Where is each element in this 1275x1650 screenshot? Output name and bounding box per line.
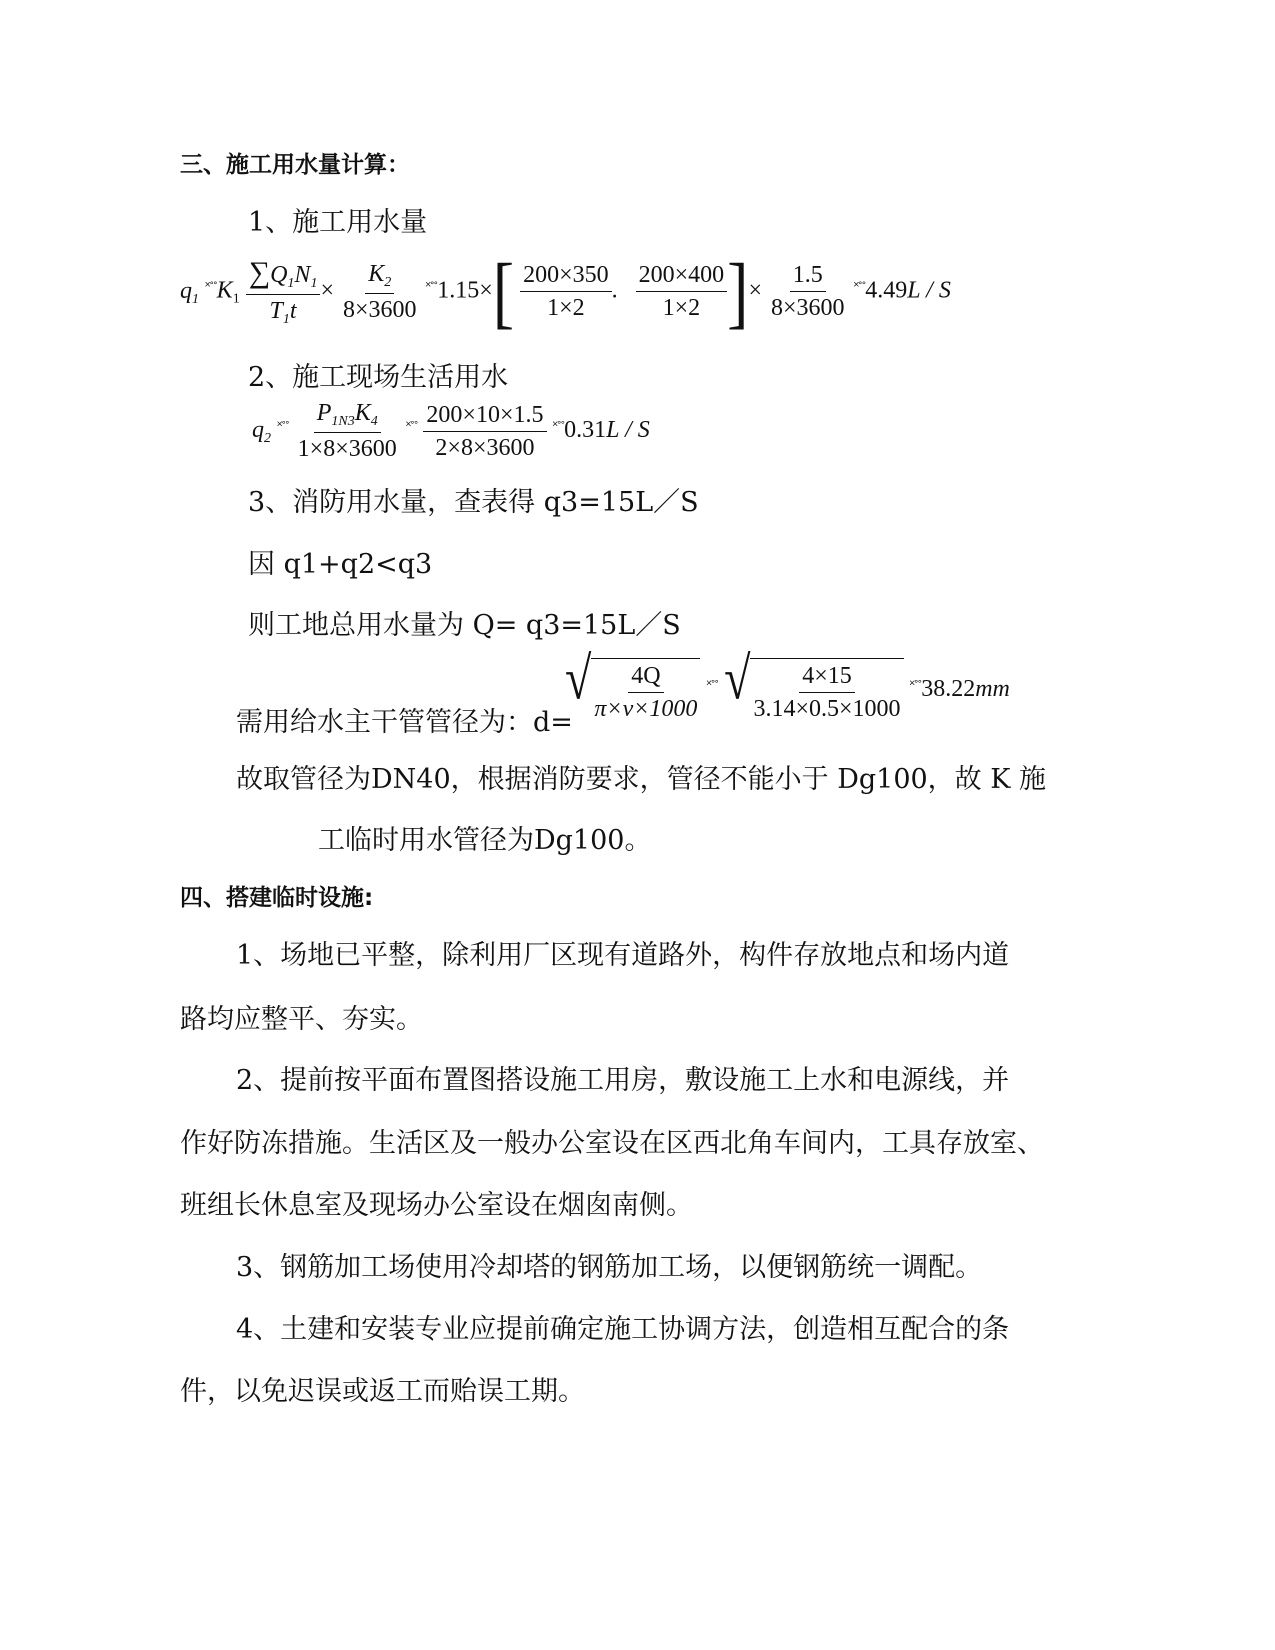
diameter-result: 38.22 xyxy=(921,676,976,703)
q2-result: 0.31 xyxy=(564,417,607,444)
fraction-sum-qn-over-tt: $\frac{\sum Q_1N_1}{T_1t}$ xyxy=(246,256,321,328)
approx-mark: ˟˚˚ xyxy=(205,280,217,296)
paragraph-2-line-3: 班组长休息室及现场办公室设在烟囱南侧。 xyxy=(180,1190,693,1221)
q1-symbol: $q_1$ xyxy=(180,277,199,307)
paragraph-1-line-2: 路均应整平、夯实。 xyxy=(180,1004,423,1035)
formula-diameter: √ $\frac{4Q}{\pi\times v\times 1000}$ ˟˚˚ √ $\frac{4\times 15}{3.14\times 0.5\times 1000}$ ˟˚˚38.22mm xyxy=(565,646,1010,722)
item-total-water: 则工地总用水量为 Q= q3=15L／S xyxy=(248,610,681,641)
item-condition: 因 q1+q2<q3 xyxy=(248,549,433,580)
paragraph-4-line-2: 件，以免迟误或返工而贻误工期。 xyxy=(180,1376,585,1407)
formula-q1: $q_1$ $^{˟˚˚}K_1$ $\frac{\sum Q_1N_1}{T_1t}$ × $\frac{K_2}{8\times 3600}$ ˟˚˚1.15×[ $\frac{200\times 350}{1\times 2}$ . $\frac{200\times 400}{1\times 2}$ ]× $\frac{1.5}{8\times 3600}$ ˟˚˚4.49L / S xyxy=(180,247,951,336)
section-3-heading: 三、施工用水量计算： xyxy=(180,152,410,178)
paragraph-3: 3、钢筋加工场使用冷却塔的钢筋加工场，以便钢筋统一调配。 xyxy=(236,1252,983,1283)
fraction-200x350: $\frac{200\times 350}{1\times 2}$ xyxy=(520,262,612,322)
pipe-conclusion-line-2: 工临时用水管径为Dg100。 xyxy=(318,825,652,856)
pipe-conclusion-line-1: 故取管径为DN40，根据消防要求，管径不能小于 Dg100，故 K 施 xyxy=(236,764,1047,795)
paragraph-1-line-1: 1、场地已平整，除利用厂区现有道路外，构件存放地点和场内道 xyxy=(236,940,1010,971)
fraction-k2: $\frac{K_2}{8\times 3600}$ xyxy=(342,260,417,323)
q1-result: 4.49 xyxy=(865,277,908,304)
q2-symbol: $q_2$ xyxy=(252,417,271,447)
item-1-construction-water: 1、施工用水量 xyxy=(248,207,428,238)
sqrt-4x15: √ $\frac{4\times 15}{3.14\times 0.5\times 1000}$ xyxy=(724,658,903,723)
fraction-1-5: $\frac{1.5}{8\times 3600}$ xyxy=(771,262,845,321)
item-2-living-water: 2、施工现场生活用水 xyxy=(248,362,509,393)
item-3-fire-water: 3、消防用水量，查表得 q3=15L／S xyxy=(248,487,699,518)
paragraph-4-line-1: 4、土建和安装专业应提前确定施工协调方法，创造相互配合的条 xyxy=(236,1314,1010,1345)
paragraph-2-line-2: 作好防冻措施。生活区及一般办公室设在区西北角车间内，工具存放室、 xyxy=(180,1128,1044,1159)
fraction-200x10x1-5: $\frac{200\times 10\times 1.5}{2\times 8\times 3600}$ xyxy=(423,402,546,462)
sqrt-4q: √ $\frac{4Q}{\pi\times v\times 1000}$ xyxy=(565,658,700,723)
pipe-diameter-label: 需用给水主干管管径为：d= xyxy=(236,707,573,738)
formula-q2: $q_2$ ˟˚˚ $\frac{P_{1N3}K_4}{1\times 8\times 3600}$ ˟˚˚ $\frac{200\times 10\times 1.5}{2\times 8\times 3600}$ ˟˚˚0.31L / S xyxy=(252,400,650,462)
fraction-p1n3k4: $\frac{P_{1N3}K_4}{1\times 8\times 3600}$ xyxy=(297,400,397,462)
section-4-heading: 四、搭建临时设施: xyxy=(180,885,374,911)
fraction-200x400: $\frac{200\times 400}{1\times 2}$ xyxy=(636,262,728,322)
paragraph-2-line-1: 2、提前按平面布置图搭设施工用房，敷设施工上水和电源线，并 xyxy=(236,1065,1010,1096)
